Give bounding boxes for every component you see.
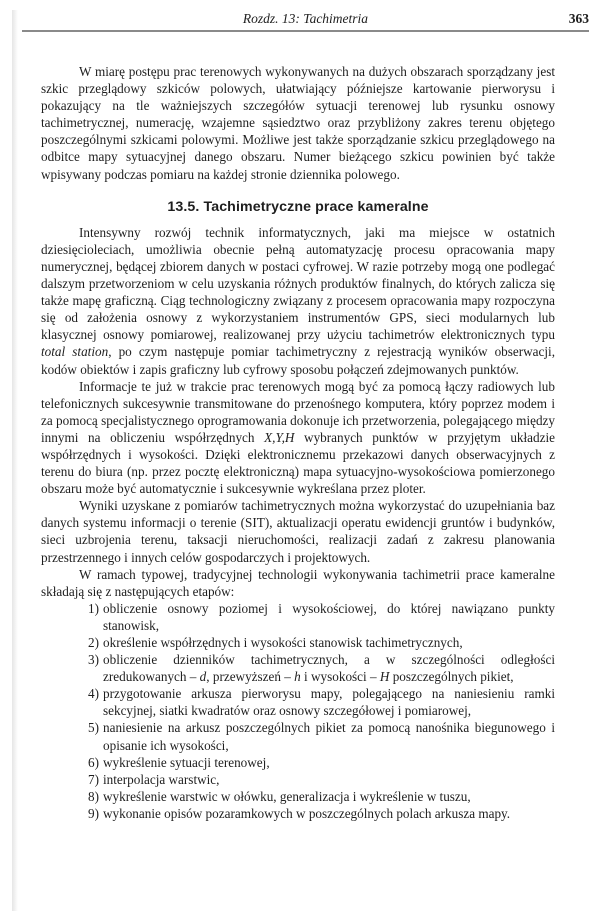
list-item xyxy=(41,634,555,651)
list-text: obliczenie osnowy poziomej i wysokościowej, do której nawiązano punkty stanowisk, xyxy=(103,600,555,633)
list-item xyxy=(41,805,555,822)
list-item xyxy=(41,651,555,685)
list-text: i wysokości – xyxy=(300,669,380,685)
symbol-h: h xyxy=(294,669,301,685)
text-span: wybranych punktów w przyjętym układzie współrzędnych i wysokości. Dzięki elektronicznemu przekazowi danych obserwacyjnych z terenu do biura (np. przez pocztę elektroniczną) mapa sytuacyjno-wysokościowa pomierzonego obszaru może być automatycznie i sukcesywnie wykreślana przez ploter. xyxy=(41,429,556,497)
list-number: 7) xyxy=(88,771,99,787)
list-item xyxy=(41,788,555,805)
list-item xyxy=(41,719,555,753)
list-text: naniesienie na arkusz poszczególnych pikiet za pomocą nanośnika biegunowego i opisanie ich wysokości, xyxy=(103,720,555,753)
list-text: poszczególnych pikiet, xyxy=(389,669,514,685)
italic-coordinates: X,Y,H xyxy=(264,429,295,445)
list-text: określenie współrzędnych i wysokości stanowisk tachimetrycznych, xyxy=(103,635,463,650)
italic-term: total station xyxy=(41,344,109,360)
list-text: obliczenie dzienników tachimetrycznych, a w szczególności odległości zredukowanych – xyxy=(103,652,555,685)
list-number: 1) xyxy=(88,600,99,616)
scan-edge-shadow xyxy=(12,10,18,911)
page-header xyxy=(22,11,589,31)
stages-list xyxy=(41,600,555,822)
list-text: wykonanie opisów pozaramkowych w poszczególnych polach arkusza mapy. xyxy=(103,805,511,821)
list-number: 8) xyxy=(88,788,99,804)
header-rule xyxy=(22,30,589,32)
page-number: 363 xyxy=(568,11,589,26)
list-text: wykreślenie sytuacji terenowej, xyxy=(103,754,270,770)
list-number: 9) xyxy=(88,805,99,821)
text-span: Informacje te już w trakcie prac terenowych mogą być za pomocą łączy radiowych lub telefonicznych sukcesywnie transmitowane do przenośnego komputera, który poprzez modem i za pomocą specjalistycznego oprogramowania dokonuje ich przetworzenia, polegającego między innymi na obliczeniu współrzędnych xyxy=(41,378,555,445)
paragraph-sketch-overview: W miarę postępu prac terenowych wykonywanych na dużych obszarach sporządzany jest szkic przeglądowy szkiców polowych, ułatwiający późniejsze kartowanie pierworysu i pokazujący na tle ważniejszych szczegółów sytuacji terenowej lub rysunku osnowy tachimetrycznej, numerację, wzajemne sąsiedztwo oraz przybliżony zakres terenu objętego poszczególnymi szkicami polowymi. Możliwe jest także sporządzanie szkicu przeglądowego na odbitce mapy sytuacyjnej danego obszaru. Numer bieżącego szkicu powinien być także wpisywany podczas pomiaru na każdej stronie dziennika polowego. xyxy=(41,64,555,182)
paragraph-digital-mapping xyxy=(41,224,555,378)
page-body xyxy=(41,63,555,822)
list-number: 5) xyxy=(88,720,99,736)
list-number: 3) xyxy=(88,652,99,668)
list-item xyxy=(41,600,555,634)
list-item xyxy=(41,754,555,771)
list-text: wykreślenie warstwic w ołówku, generalizacja i wykreślenie w tuszu, xyxy=(103,788,471,804)
list-item xyxy=(41,771,555,788)
list-item xyxy=(41,685,555,719)
list-number: 2) xyxy=(88,635,99,650)
paragraph-results-usage: Wyniki uzyskane z pomiarów tachimetrycznych można wykorzystać do uzupełniania baz danych systemu informacji o terenie (SIT), aktualizacji operatu ewidencji gruntów i budynków, sieci uzbrojenia terenu, taksacji nieruchomości, realizacji zadań z zakresu planowania przestrzennego i innych celów gospodarczych i projektowych. xyxy=(41,498,555,565)
running-title: Rozdz. 13: Tachimetria xyxy=(242,11,369,26)
list-number: 4) xyxy=(88,686,99,702)
paragraph-stages-intro: W ramach typowej, tradycyjnej technologii wykonywania tachimetrii prace kameralne składają się z następujących etapów: xyxy=(41,566,555,599)
text-span: Intensywny rozwój technik informatycznych, jaki ma miejsce w ostatnich dziesięcioleciach, umożliwia obecnie pełną automatyzację procesu opracowania mapy numerycznej, będącej zbiorem danych w postaci cyfrowej. W razie potrzeby mogą one podlegać dalszym przetworzeniom w celu uzyskania różnych produktów finalnych, do których zalicza się także mapę graficzną. Ciąg technologiczny związany z procesem opracowania mapy rozpoczyna się od założenia osnowy z wykorzystaniem instrumentów GPS, sieci modularnych lub klasycznej osnowy pomiarowej, realizowanej przy użyciu tachimetrów elektronicznych typu xyxy=(41,224,555,343)
list-text: , przewyższeń – xyxy=(206,669,295,685)
list-number: 6) xyxy=(88,754,99,770)
symbol-d: d xyxy=(199,669,207,685)
text-span: , po czym następuje pomiar tachimetryczny z rejestracją wyników obserwacji, kodów obiektów i zapis graficzny lub cyfrowy sposobu połączeń zdejmowanych punktów. xyxy=(41,344,555,377)
list-text: interpolacja warstwic, xyxy=(103,771,220,787)
paragraph-data-transmission xyxy=(41,378,555,498)
list-text: przygotowanie arkusza pierworysu mapy, polegającego na naniesieniu ramki sekcyjnej, siatki kwadratów oraz osnowy szczegółowej i pomiarowej, xyxy=(103,686,555,719)
section-heading: 13.5. Tachimetryczne prace kameralne xyxy=(167,198,429,215)
symbol-H: H xyxy=(379,669,390,685)
